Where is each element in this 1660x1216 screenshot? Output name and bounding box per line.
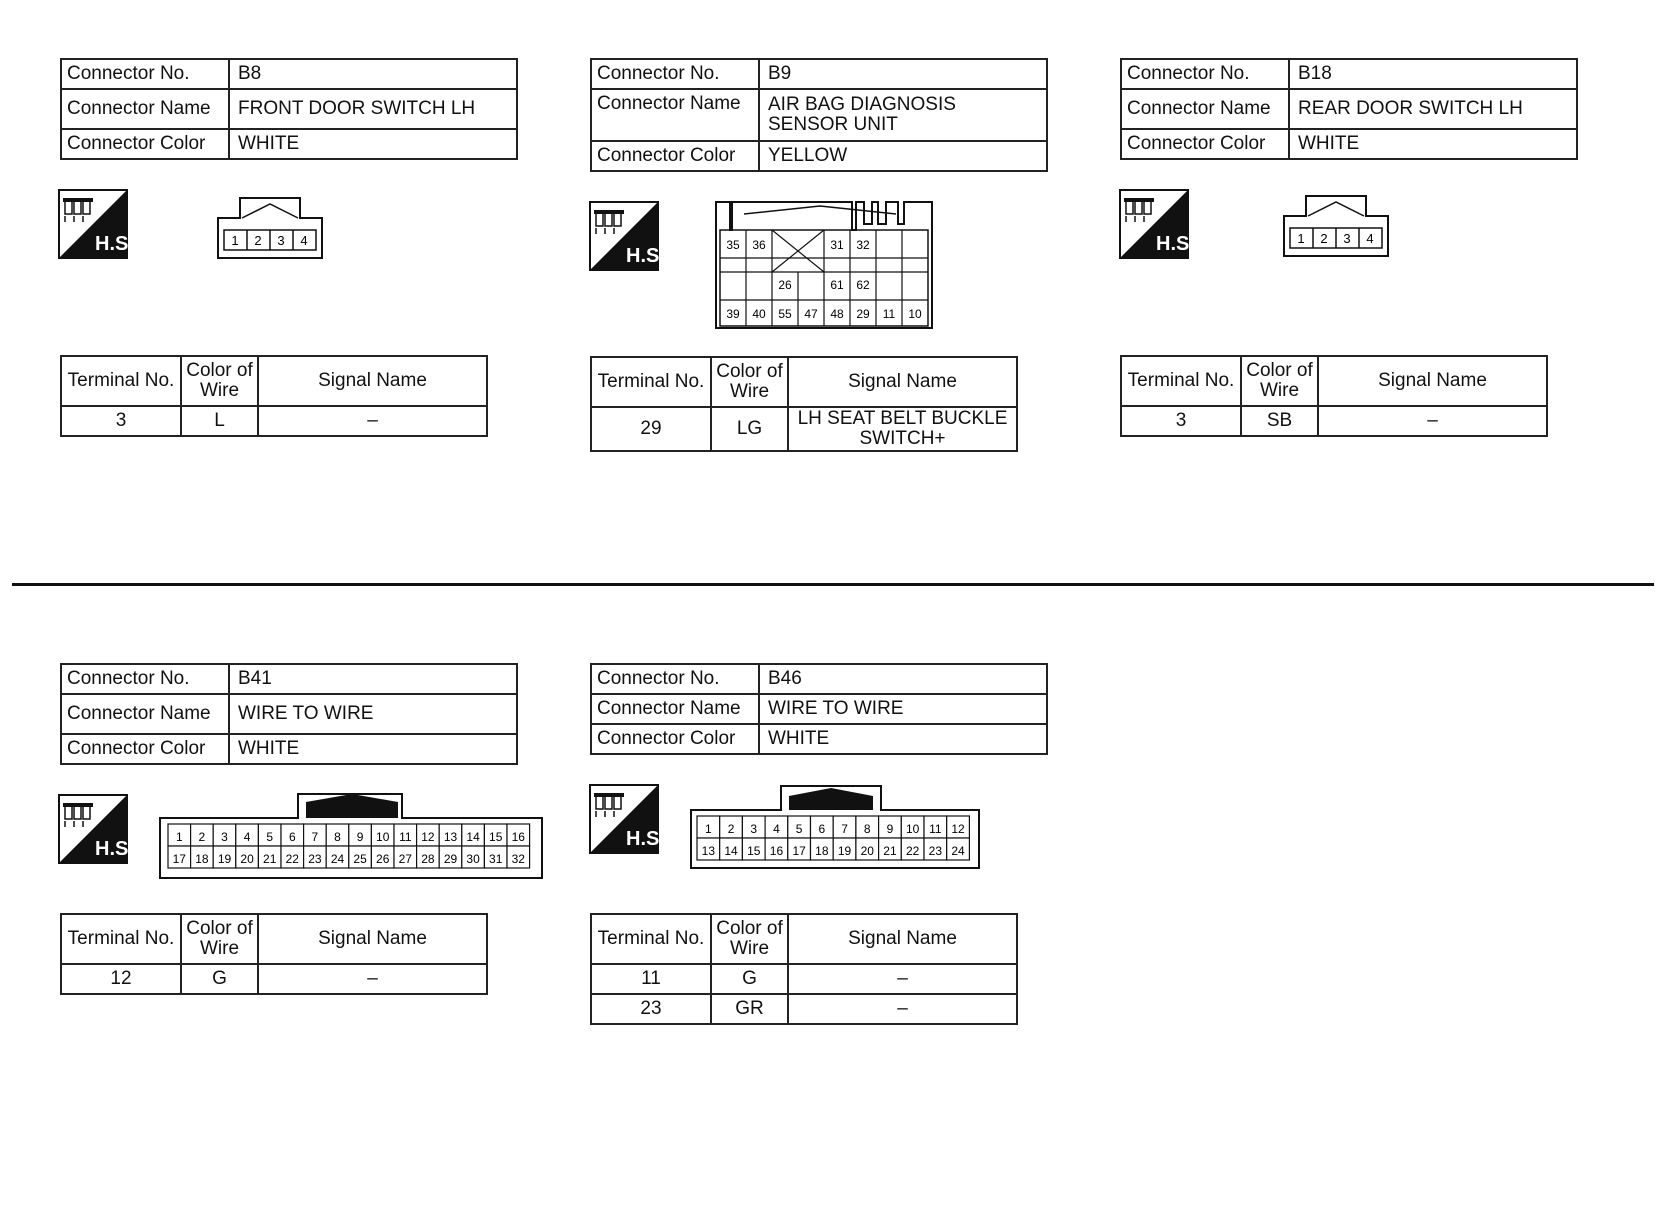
terminal-table-b46 [590,913,1018,1025]
connector-color-value: WHITE [229,734,517,764]
connector-name-label: Connector Name [1121,89,1289,129]
terminal-table-b9 [590,356,1018,452]
pin-label: 22 [285,852,299,866]
terminal-no: 3 [61,406,181,436]
hs-label: H.S. [1156,233,1195,255]
terminal-no: 29 [591,407,711,451]
hs-label: H.S. [626,828,665,850]
pin-label: 12 [421,830,435,844]
pin-label: 2 [1320,231,1328,246]
connector-name-label: Connector Name [61,694,229,734]
terminal-table-b18 [1120,355,1548,437]
table-row [591,994,1017,1024]
pin-label: 2 [198,830,206,844]
pin-label: 32 [511,852,525,866]
pin-label: 14 [466,830,480,844]
terminal-table [1120,355,1548,437]
connector-no-label: Connector No. [61,664,229,694]
pin-label: 7 [841,822,848,836]
pin-label: 8 [334,830,341,844]
connector-no-value: B41 [229,664,517,694]
connector-b41 [60,663,518,765]
pin-label: 55 [778,307,792,321]
connector-no-label: Connector No. [591,664,759,694]
connector-b18 [1120,58,1578,160]
terminal-no: 3 [1121,406,1241,436]
pin-label: 19 [837,844,852,858]
pin-label: 11 [929,822,942,836]
pin-label: 27 [398,852,412,866]
pin-label: 14 [724,844,738,858]
pin-label: 31 [489,852,503,866]
pin-label: 3 [221,830,228,844]
pin-label: 4 [300,233,308,248]
pin-label: 23 [308,852,322,866]
pin-label: 12 [951,822,965,836]
wire-color: SB [1241,406,1318,436]
pin-label: 10 [905,822,920,836]
table-row [61,406,487,436]
connector-info-table [60,663,518,765]
wire-color-header: Color of Wire [1241,356,1318,406]
connector-info-table [60,58,518,160]
pin-label: 29 [443,852,458,866]
pin-label: 28 [421,852,435,866]
connector-face-b8 [216,196,324,260]
pin-label: 4 [1366,231,1374,246]
harness-side-icon [590,785,665,853]
pin-label: 13 [701,844,716,858]
pin-label: 1 [1297,231,1305,246]
connector-info-table [590,58,1048,172]
hs-label: H.S. [95,838,134,860]
pin-label: 21 [263,852,277,866]
section-divider [12,583,1654,586]
signal-name: LH SEAT BELT BUCKLE SWITCH+ [788,407,1017,451]
pin-label: 11 [882,307,896,321]
terminal-table [590,913,1018,1025]
terminal-no-header: Terminal No. [591,357,711,407]
pin-label: 47 [804,307,818,321]
pin-label: 20 [860,844,874,858]
signal-name-header: Signal Name [258,356,487,406]
pin-label: 11 [399,830,412,844]
connector-info-table [590,663,1048,755]
wire-color-header: Color of Wire [181,356,258,406]
pin-label: 2 [254,233,262,248]
connector-name-label: Connector Name [591,89,759,141]
pin-label: 48 [830,307,844,321]
connector-face-b18 [1282,194,1390,258]
pin-label: 30 [466,852,480,866]
terminal-no: 11 [591,964,711,994]
connector-no-value: B8 [229,59,517,89]
pin-label: 19 [217,852,232,866]
terminal-table-b8 [60,355,488,437]
connector-name-value: WIRE TO WIRE [229,694,517,734]
pin-label: 18 [815,844,829,858]
connector-b46 [590,663,1048,755]
table-row [591,964,1017,994]
hs-label: H.S. [626,245,665,267]
terminal-table-b41 [60,913,488,995]
pin-label: 24 [951,844,965,858]
pin-label: 15 [747,844,761,858]
pin-label: 25 [353,852,367,866]
connector-no-label: Connector No. [1121,59,1289,89]
connector-b8 [60,58,518,160]
wire-color: G [711,964,788,994]
connector-no-value: B18 [1289,59,1577,89]
signal-name-header: Signal Name [788,357,1017,407]
wire-color: L [181,406,258,436]
connector-color-value: WHITE [759,724,1047,754]
connector-name-value: REAR DOOR SWITCH LH [1289,89,1577,129]
pin-label: 35 [726,238,740,252]
harness-side-icon [1120,190,1195,258]
signal-name: – [258,406,487,436]
pin-label: 32 [856,238,870,252]
wire-color-header: Color of Wire [711,914,788,964]
pin-label: 39 [726,307,740,321]
hs-label: H.S. [95,233,134,255]
pin-label: 17 [172,852,186,866]
pin-label: 24 [330,852,345,866]
terminal-table [60,913,488,995]
pin-label: 1 [231,233,239,248]
pin-label: 20 [240,852,254,866]
pin-label: 23 [928,844,943,858]
terminal-no-header: Terminal No. [1121,356,1241,406]
pin-label: 9 [356,830,364,844]
pin-label: 16 [769,844,784,858]
signal-name: – [788,994,1017,1024]
wire-color-header: Color of Wire [711,357,788,407]
connector-color-value: WHITE [1289,129,1577,159]
pin-label: 3 [277,233,285,248]
connector-no-label: Connector No. [61,59,229,89]
pin-label: 4 [243,830,251,844]
wire-color: LG [711,407,788,451]
pin-label: 9 [886,822,894,836]
connector-color-label: Connector Color [61,129,229,159]
wire-color-header: Color of Wire [181,914,258,964]
pin-label: 16 [511,830,525,844]
pin-label: 1 [175,830,183,844]
signal-name-header: Signal Name [258,914,487,964]
connector-name-label: Connector Name [61,89,229,129]
table-row [61,964,487,994]
pin-label: 2 [727,822,735,836]
wire-color: GR [711,994,788,1024]
connector-no-value: B9 [759,59,1047,89]
pin-label: 61 [830,278,844,292]
connector-face-b46 [689,784,981,870]
signal-name: – [258,964,487,994]
pin-label: 15 [489,830,503,844]
connector-color-label: Connector Color [591,724,759,754]
signal-name-header: Signal Name [788,914,1017,964]
pin-label: 1 [705,822,712,836]
pin-label: 7 [311,830,319,844]
pin-label: 21 [883,844,897,858]
connector-face-b9 [714,200,934,330]
pin-label: 10 [376,830,390,844]
connector-name-value: WIRE TO WIRE [759,694,1047,724]
pin-label: 13 [443,830,458,844]
pin-label: 5 [266,830,274,844]
connector-color-label: Connector Color [1121,129,1289,159]
terminal-no: 23 [591,994,711,1024]
pin-label: 26 [778,278,792,292]
table-row [1121,406,1547,436]
pin-label: 36 [752,238,766,252]
signal-name: – [1318,406,1547,436]
pin-label: 6 [288,830,296,844]
pin-label: 18 [195,852,209,866]
connector-info-table [1120,58,1578,160]
pin-label: 17 [792,844,806,858]
connector-no-label: Connector No. [591,59,759,89]
connector-name-value: FRONT DOOR SWITCH LH [229,89,517,129]
harness-side-icon [59,190,134,258]
connector-color-value: WHITE [229,129,517,159]
terminal-no-header: Terminal No. [61,914,181,964]
connector-color-label: Connector Color [591,141,759,171]
pin-label: 10 [908,307,922,321]
connector-name-label: Connector Name [591,694,759,724]
connector-color-value: YELLOW [759,141,1047,171]
connector-face-b41 [158,792,544,880]
signal-name: – [788,964,1017,994]
pin-label: 3 [1343,231,1351,246]
terminal-table [590,356,1018,452]
table-row [591,407,1017,451]
connector-color-label: Connector Color [61,734,229,764]
pin-label: 62 [856,278,870,292]
wire-color: G [181,964,258,994]
signal-name-header: Signal Name [1318,356,1547,406]
pin-label: 4 [773,822,780,836]
terminal-no-header: Terminal No. [61,356,181,406]
pin-label: 3 [750,822,758,836]
connector-no-value: B46 [759,664,1047,694]
pin-label: 8 [863,822,871,836]
pin-label: 6 [818,822,826,836]
connector-name-value: AIR BAG DIAGNOSIS SENSOR UNIT [759,89,1047,141]
pin-label: 31 [830,238,844,252]
terminal-no-header: Terminal No. [591,914,711,964]
terminal-no: 12 [61,964,181,994]
harness-side-icon [590,202,665,270]
pin-label: 40 [752,307,766,321]
pin-label: 5 [795,822,803,836]
pin-label: 26 [376,852,390,866]
terminal-table [60,355,488,437]
harness-side-icon [59,795,134,863]
pin-label: 22 [905,844,920,858]
connector-b9 [590,58,1048,172]
pin-label: 29 [856,307,870,321]
